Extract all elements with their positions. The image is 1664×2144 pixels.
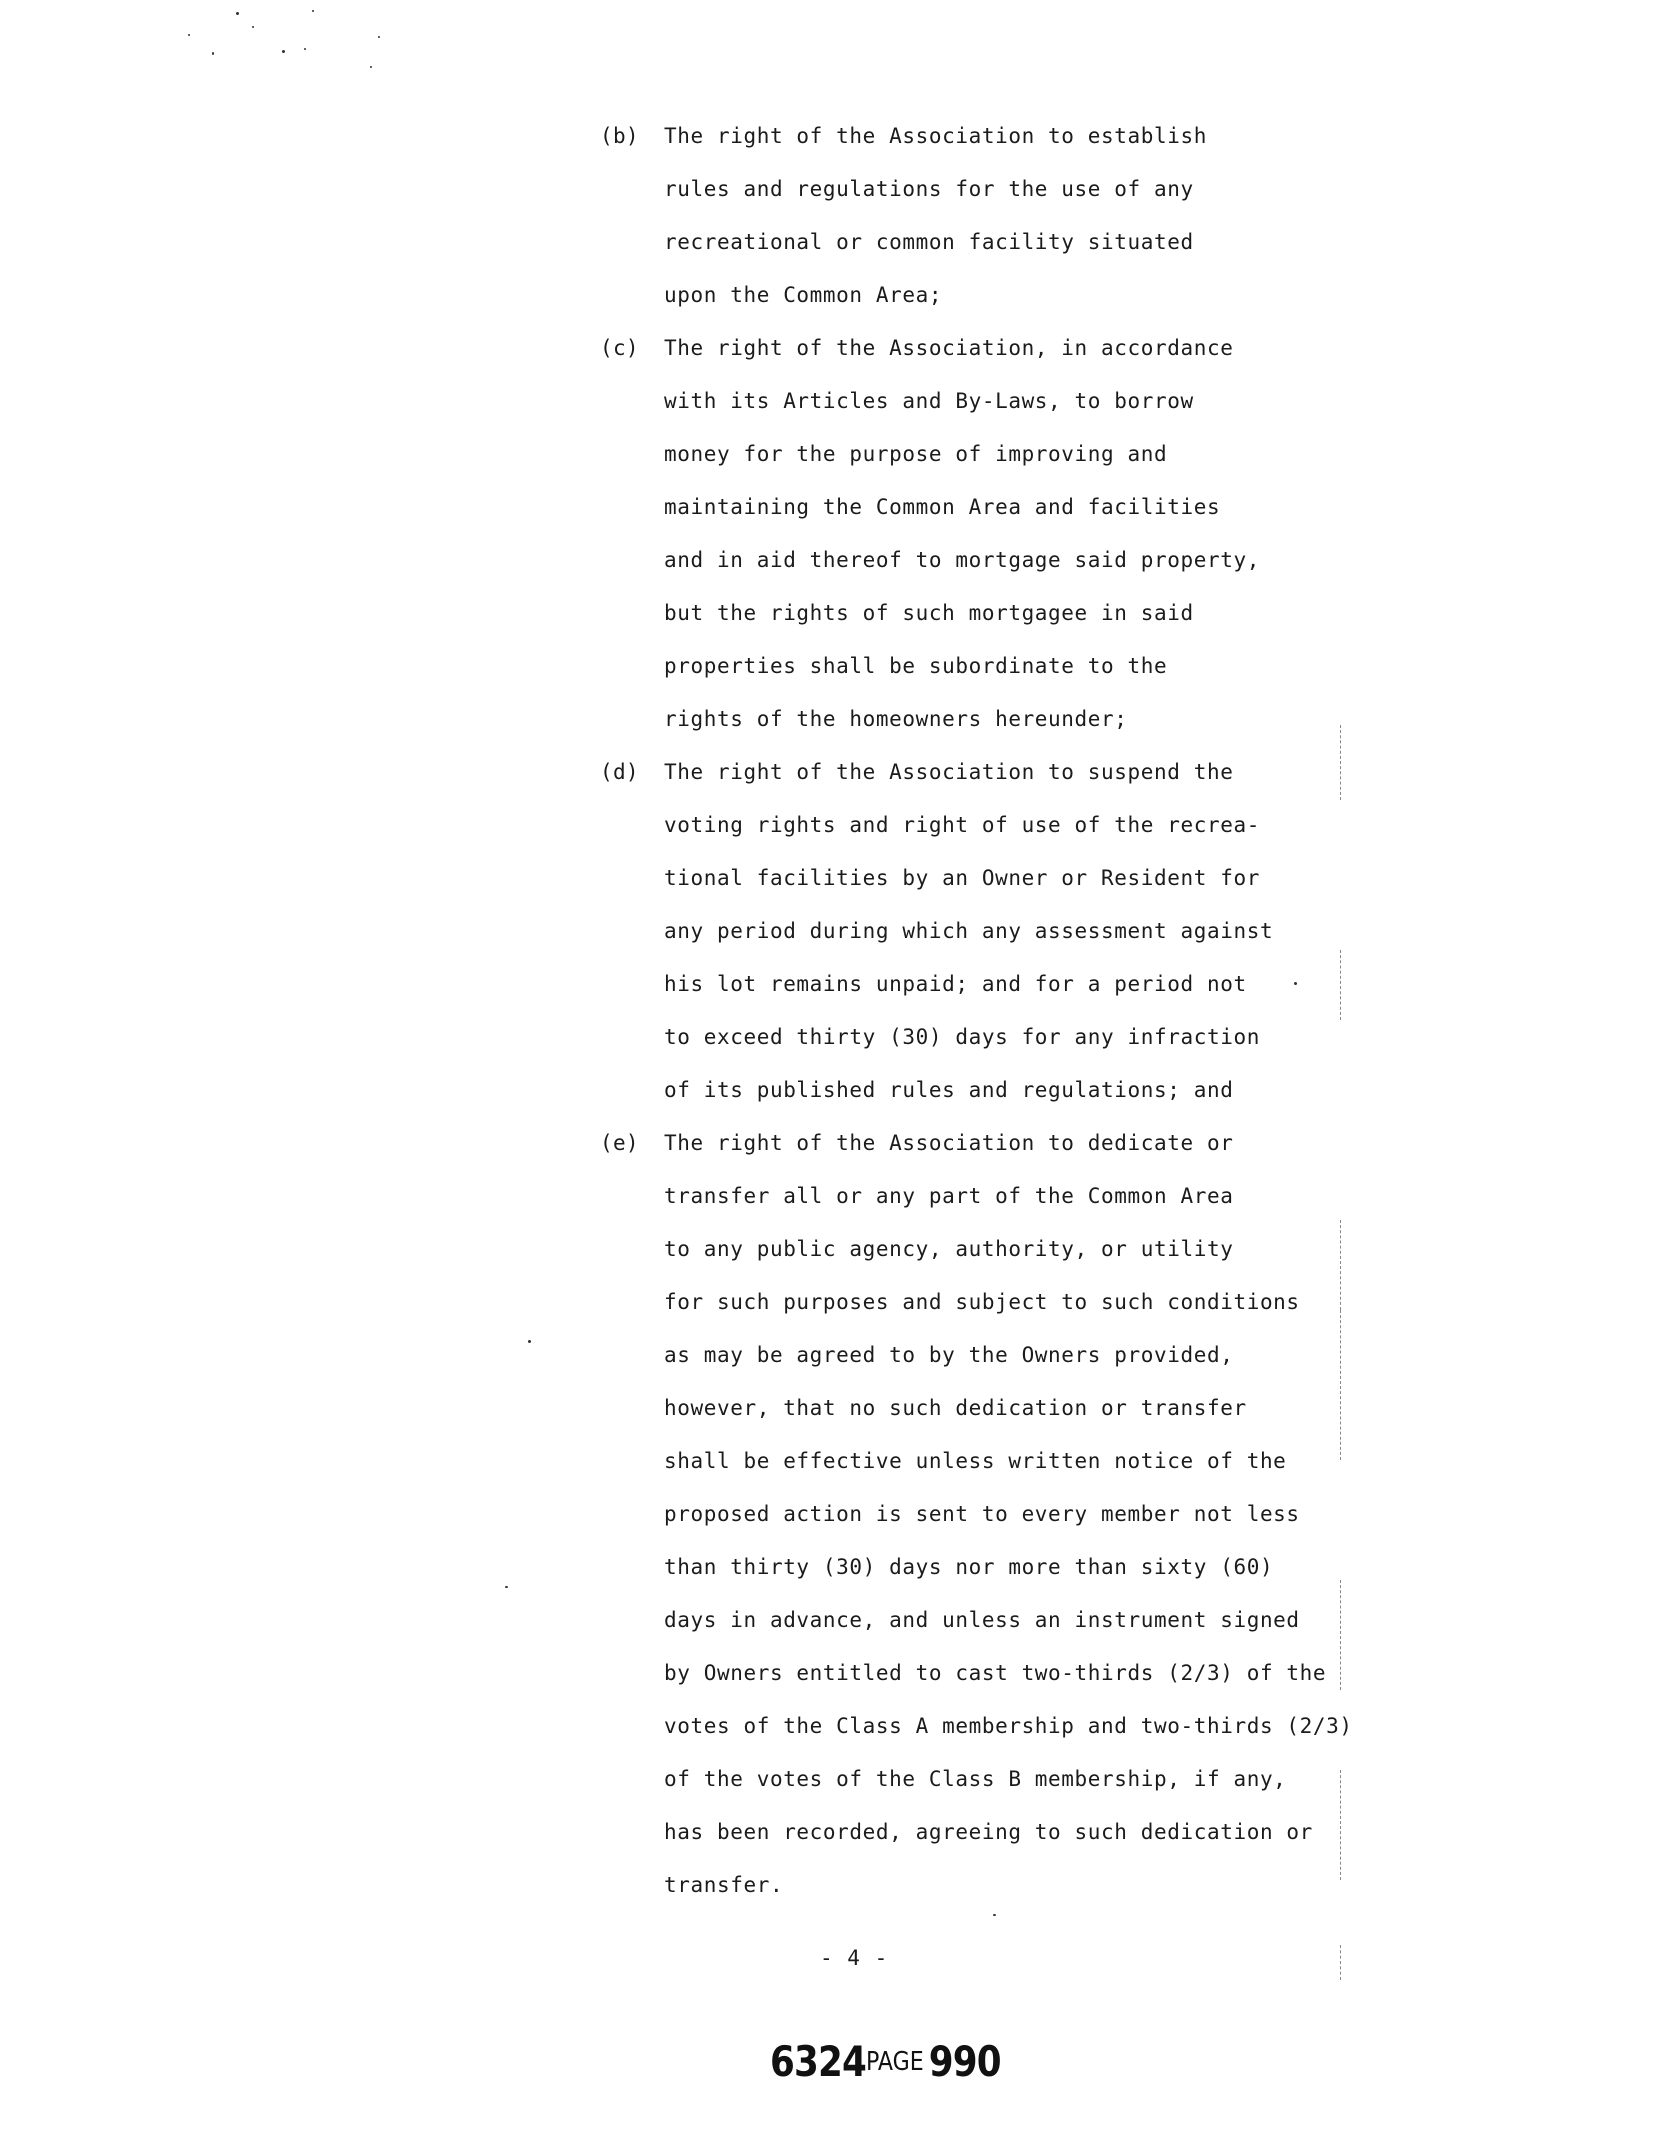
text-line: any period during which any assessment against [664,919,1274,943]
text-line: proposed action is sent to every member not less [664,1502,1300,1526]
scan-speck [993,1914,996,1916]
text-line: of the votes of the Class B membership, if any, [664,1767,1287,1791]
clause-label: (d) [600,760,639,784]
text-line: but the rights of such mortgagee in said [664,601,1194,625]
text-line: has been recorded, agreeing to such dedication or [664,1820,1313,1844]
text-line: The right of the Association, in accordance [664,336,1234,360]
text-line: however, that no such dedication or transfer [664,1396,1247,1420]
scan-speck [188,34,190,36]
page-word: PAGE [865,2047,924,2077]
text-line: of its published rules and regulations; and [664,1078,1234,1102]
text-line: to exceed thirty (30) days for any infraction [664,1025,1260,1049]
scan-speck [282,50,285,53]
recording-page-number: 990 [928,2037,1001,2086]
text-line: rules and regulations for the use of any [664,177,1194,201]
scan-speck [1294,982,1297,985]
text-line: to any public agency, authority, or utility [664,1237,1234,1261]
text-line: maintaining the Common Area and facilities [664,495,1221,519]
text-line: transfer all or any part of the Common Area [664,1184,1234,1208]
text-line: transfer. [664,1873,784,1897]
scan-speck [212,52,214,55]
scan-speck [252,26,254,28]
page-number: - 4 - [820,1946,889,1970]
book-page-stamp [770,2038,1001,2086]
clause-text [664,746,1273,1117]
text-line: money for the purpose of improving and [664,442,1168,466]
text-line: by Owners entitled to cast two-thirds (2/3) of the [664,1661,1327,1685]
scan-speck [236,12,239,15]
text-line: with its Articles and By-Laws, to borrow [664,389,1194,413]
scan-speck [505,1586,508,1588]
scan-speck [304,48,306,50]
text-line: rights of the homeowners hereunder; [664,707,1128,731]
scan-speck [378,36,380,38]
clause-label: (e) [600,1131,639,1155]
text-line: than thirty (30) days nor more than sixty (60) [664,1555,1274,1579]
scan-speck [312,10,314,12]
text-line: for such purposes and subject to such conditions [664,1290,1300,1314]
book-number: 6324 [770,2037,866,2086]
text-line: his lot remains unpaid; and for a period not [664,972,1247,996]
text-line: recreational or common facility situated [664,230,1194,254]
text-line: votes of the Class A membership and two-thirds (2/3) [664,1714,1353,1738]
scan-edge-mark [1340,1945,1341,1980]
clause-label: (b) [600,124,639,148]
text-line: The right of the Association to establish [664,124,1207,148]
text-line: The right of the Association to dedicate or [664,1131,1234,1155]
text-line: upon the Common Area; [664,283,943,307]
clause-label: (c) [600,336,639,360]
scan-edge-mark [1340,950,1341,1020]
scan-speck [370,66,372,68]
scan-edge-mark [1340,725,1341,800]
text-line: The right of the Association to suspend the [664,760,1234,784]
text-line: shall be effective unless written notice of the [664,1449,1287,1473]
clause-text [664,322,1260,746]
text-line: days in advance, and unless an instrument signed [664,1608,1300,1632]
clause-text [664,1117,1353,1912]
scan-speck [528,1340,531,1343]
clause-text [664,110,1207,322]
text-line: voting rights and right of use of the recrea- [664,813,1260,837]
text-line: and in aid thereof to mortgage said property, [664,548,1260,572]
text-line: as may be agreed to by the Owners provided, [664,1343,1234,1367]
text-line: properties shall be subordinate to the [664,654,1168,678]
text-line: tional facilities by an Owner or Resident for [664,866,1260,890]
